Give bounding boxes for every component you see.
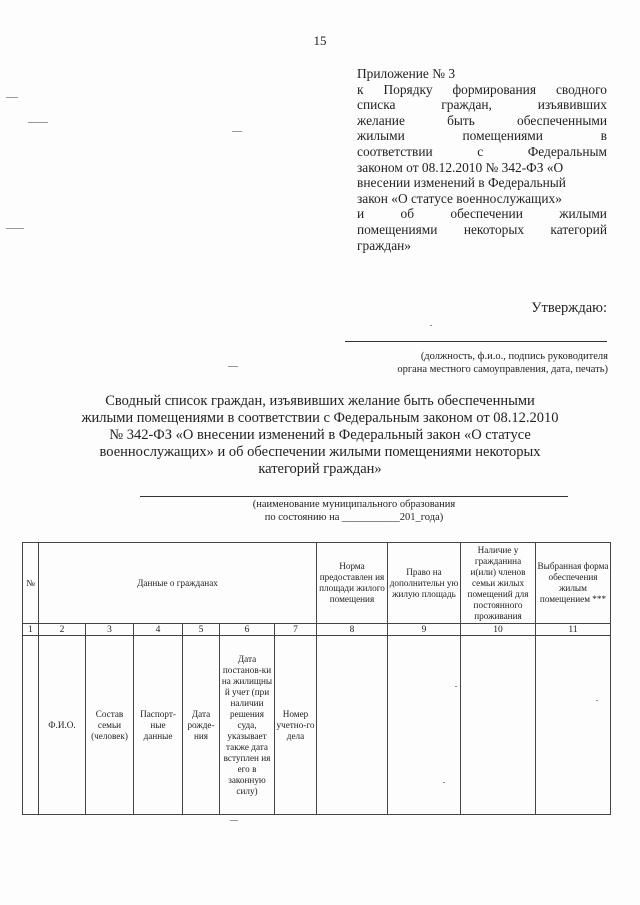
appendix-line <box>357 97 607 113</box>
appendix-line <box>357 160 607 176</box>
appendix-word: быть <box>447 112 475 128</box>
appendix-line <box>357 144 607 160</box>
scan-speck <box>443 782 445 783</box>
appendix-line <box>357 222 607 238</box>
column-number: 4 <box>134 624 183 636</box>
appendix-word: об <box>400 206 415 222</box>
appendix-word: граждан, <box>441 97 492 113</box>
registration-date-label: Дата постанов-ки на жилищны й учет (при наличии решения суда, указывает также дата вступлен ия его в законную силу) <box>221 653 273 796</box>
signature-note-line: органа местного самоуправления, дата, печать) <box>397 364 608 375</box>
appendix-line <box>357 128 607 144</box>
column-number: 7 <box>275 624 317 636</box>
citizens-table <box>22 542 611 815</box>
column-number: 10 <box>461 624 536 636</box>
municipality-note-line: по состоянию на ___________201_года) <box>264 512 444 523</box>
appendix-line <box>357 82 607 98</box>
birthdate-label: Дата рожде-ния <box>187 708 215 741</box>
appendix-word: помещениями <box>462 128 543 144</box>
scan-speck <box>28 122 48 123</box>
appendix-title: Приложение № 3 <box>357 66 456 81</box>
header-num: № <box>23 543 39 624</box>
table-cell <box>317 636 388 815</box>
header-norm: Норма предоставлен ия площади жилого помещения <box>317 543 388 624</box>
column-number: 2 <box>39 624 86 636</box>
column-number: 5 <box>183 624 220 636</box>
appendix-line <box>357 206 607 222</box>
appendix-line <box>357 175 607 191</box>
column-number: 6 <box>220 624 275 636</box>
column-number: 11 <box>536 624 611 636</box>
column-number: 1 <box>23 624 39 636</box>
fio-label: Ф.И.О. <box>48 719 76 730</box>
table-cell <box>23 636 39 815</box>
appendix-word: соответствии <box>357 143 433 159</box>
appendix-word: сводного <box>555 81 607 97</box>
appendix-word: Федеральным <box>527 143 607 159</box>
document-title-line: жилыми помещениями в соответствии с Федеральным законом от 08.12.2010 <box>81 410 559 426</box>
table-cell <box>536 636 611 815</box>
appendix-word: жилыми <box>559 206 607 222</box>
table-cell <box>388 636 461 815</box>
case-number-label: Номер учетно-го дела <box>276 708 315 741</box>
table-cell <box>183 636 220 815</box>
scan-speck <box>6 228 24 229</box>
header-form: Выбранная форма обеспечения жилым помещением *** <box>536 543 611 624</box>
appendix-line <box>357 191 607 207</box>
approval-label: Утверждаю: <box>531 300 607 316</box>
appendix-text <box>357 82 607 254</box>
municipality-line <box>140 496 568 497</box>
column-number: 9 <box>388 624 461 636</box>
table-cell <box>86 636 134 815</box>
appendix-header <box>357 66 607 253</box>
appendix-word: жилыми <box>357 128 405 144</box>
signature-note <box>330 350 608 376</box>
document-title-line: категорий граждан» <box>258 461 382 477</box>
appendix-word: категорий <box>550 221 607 237</box>
appendix-word: закон «О статусе военнослужащих» <box>357 190 562 206</box>
scan-speck <box>232 131 242 132</box>
document-title <box>80 393 560 478</box>
appendix-word: формирования <box>452 81 536 97</box>
column-number: 3 <box>86 624 134 636</box>
appendix-word: обеспеченными <box>517 112 607 128</box>
header-availability: Наличие у гражданина и(или) членов семьи жилых помещений для постоянного проживания <box>461 543 536 624</box>
header-citizens: Данные о гражданах <box>39 543 317 624</box>
table-cell <box>275 636 317 815</box>
appendix-word: желание <box>357 112 405 128</box>
appendix-word: и <box>357 206 365 222</box>
appendix-word: к <box>357 81 364 97</box>
appendix-word: изъявивших <box>537 97 607 113</box>
table-row <box>23 636 611 815</box>
document-title-line: № 342-ФЗ «О внесении изменений в Федеральный закон «О статусе <box>109 427 531 443</box>
signature-line <box>345 341 607 342</box>
table-cell <box>39 636 86 815</box>
column-number-row <box>23 624 611 636</box>
scan-speck <box>596 700 598 701</box>
appendix-word: законом от 08.12.2010 № 342-ФЗ «О <box>357 159 564 175</box>
scan-speck <box>6 97 18 98</box>
table-header-row <box>23 543 611 624</box>
family-label: Состав семьи (человек) <box>91 708 128 741</box>
document-title-line: военнослужащих» и об обеспечении жилыми помещениями некоторых <box>99 444 541 460</box>
table-cell <box>134 636 183 815</box>
appendix-word: списка <box>357 97 396 113</box>
appendix-word: внесении изменений в Федеральный <box>357 175 566 191</box>
signature-note-line: (должность, ф.и.о., подпись руководителя <box>420 351 608 362</box>
municipality-note-line: (наименование муниципального образования <box>252 499 456 510</box>
scan-speck <box>455 686 457 687</box>
column-number: 8 <box>317 624 388 636</box>
appendix-word: с <box>477 143 484 159</box>
header-right: Право на дополнительн ую жилую площадь <box>388 543 461 624</box>
scan-speck <box>228 366 238 367</box>
appendix-line <box>357 113 607 129</box>
scan-speck <box>430 325 432 326</box>
appendix-word: помещениями <box>357 221 438 237</box>
appendix-word: граждан» <box>357 237 412 253</box>
page-number: 15 <box>313 33 327 48</box>
document-title-line: Сводный список граждан, изъявивших желание быть обеспеченными <box>105 393 535 409</box>
appendix-word: некоторых <box>463 221 525 237</box>
scan-speck <box>230 820 238 821</box>
appendix-word: Порядку <box>383 81 433 97</box>
appendix-line <box>357 238 607 254</box>
appendix-word: в <box>600 128 607 144</box>
table-cell <box>461 636 536 815</box>
appendix-word: обеспечении <box>450 206 523 222</box>
passport-label: Паспорт-ные данные <box>140 708 176 741</box>
municipality-note <box>140 498 568 524</box>
table-cell <box>220 636 275 815</box>
